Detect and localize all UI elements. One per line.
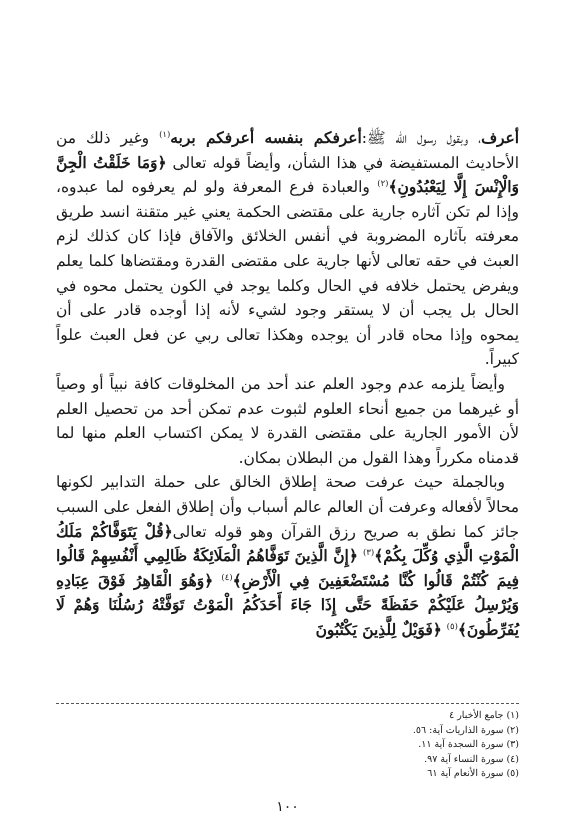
footnote-2: (٢) سورة الذاريات آية: ٥٦. (412, 724, 519, 736)
text-run: وبالجملة حيث عرفت صحة إطلاق الخالق على حملة التدابير لكونها محالاً لأفعاله وعرفت أن العالم عالم أسباب وأن إطلاق الفعل على السبب جائز كما نطق به صريح رزق القرآن وهو قوله تعالى (56, 473, 519, 541)
footnote-3: (٣) سورة السجدة آية ١١. (418, 739, 519, 751)
footnote-separator (56, 703, 519, 704)
text-run: وأيضاً يلزمه عدم وجود العلم عند أحد من المخلوقات كافة نبياً أو وصياً أو غيرهما من جميع أنحاء العلوم لثبوت عدم تمكن أحد من تحصيل العلم لأن الأمور الجارية على مقتضى القدرة لا يمكن اكتساب العلم منها لما قدمناه مكرراً وهذا القول من البطلان بمكان. (56, 374, 519, 467)
quran-verse: ﴿إِنَّ الَّذِينَ تَوَفَّاهُمُ الْمَلَائِكَةُ ظَالِمِي أَنْفُسِهِمْ قَالُوا فِيمَ كُنْتُمْ قَالُوا كُنَّا مُسْتَضْعَفِينَ فِي الْأَرْضِ﴾ (56, 547, 519, 590)
footnote-5: (٥) سورة الأنعام آية ٦١ (427, 768, 519, 780)
footnote-ref: (٣) (363, 547, 375, 558)
footnote-1: (١) جامع الأخبار ٤ (449, 710, 519, 721)
page-number: ١٠٠ (276, 799, 299, 815)
footnote-ref: (٤) (221, 572, 233, 583)
bold-text: أعرفكم بنفسه أعرفكم بربه (170, 129, 362, 147)
quran-verse: ﴿وَهُوَ الْقَاهِرُ فَوْقَ عِبَادِهِ وَيُرْسِلُ عَلَيْكُمْ حَفَظَةً حَتَّى إِذَا جَاءَ أَحَدَكُمُ الْمَوْتُ تَوَفَّتْهُ رُسُلُنَا وَهُمْ لَا يُفَرِّطُونَ﴾ (56, 571, 519, 639)
paragraph (56, 372, 519, 470)
footnote-ref: (١) (159, 129, 171, 140)
quran-verse: ﴿قُلْ يَتَوَفَّاكُمْ مَلَكُ الْمَوْتِ الَّذِي وُكِّلَ بِكُمْ﴾ (56, 522, 519, 566)
paragraph (56, 126, 519, 372)
text-run: وغير ذلك من الأحاديث المستفيضة في هذا الشأن، وأيضاً قوله تعالى (56, 129, 519, 172)
quran-verse: ﴿فَوَيْلٌ لِلَّذِينَ يَكْتُبُونَ (315, 620, 442, 639)
bold-text: أعرف (481, 129, 519, 147)
footnotes (56, 709, 519, 782)
quran-verse: ﴿وَمَا خَلَقْتُ الْجِنَّ وَالْإِنْسَ إِلَّا لِيَعْبُدُونِ﴾ (56, 153, 519, 197)
text-run: والعبادة فرع المعرفة ولو لم يعرفوه لما عبدوه، وإذا لم تكن آثاره جارية على مقتضى الحكمة يعني غير متقنة انسد طريق معرفته بآثاره المضروبة في أنفس الخلائق والآفاق فإذا كان كذلك لزم العبث في حقه تعالى لأنها جارية على مقتضى القدرة ومقتضاها كلما يعلم ويفرض يحتمل خلافه في الحال وكلما يوجد في الكون يحتمل محوه في الحال بل يجب أن لا يستقر وجود لشيء لأنه إذا أوجده قادر على أن يمحوه وإذا محاه قادر أن يوجده وهكذا تعالى ربي عن فعل العبث علواً كبيراً. (56, 178, 519, 369)
footnote-ref: (٥) (446, 621, 458, 632)
main-text (56, 126, 519, 642)
text-run: ، وبقول رسول الله ﷺ: (361, 129, 482, 147)
footnote-4: (٤) سورة النساء آية ٩٧. (424, 753, 519, 765)
paragraph (56, 470, 519, 642)
footnote-ref: (٢) (377, 179, 389, 190)
